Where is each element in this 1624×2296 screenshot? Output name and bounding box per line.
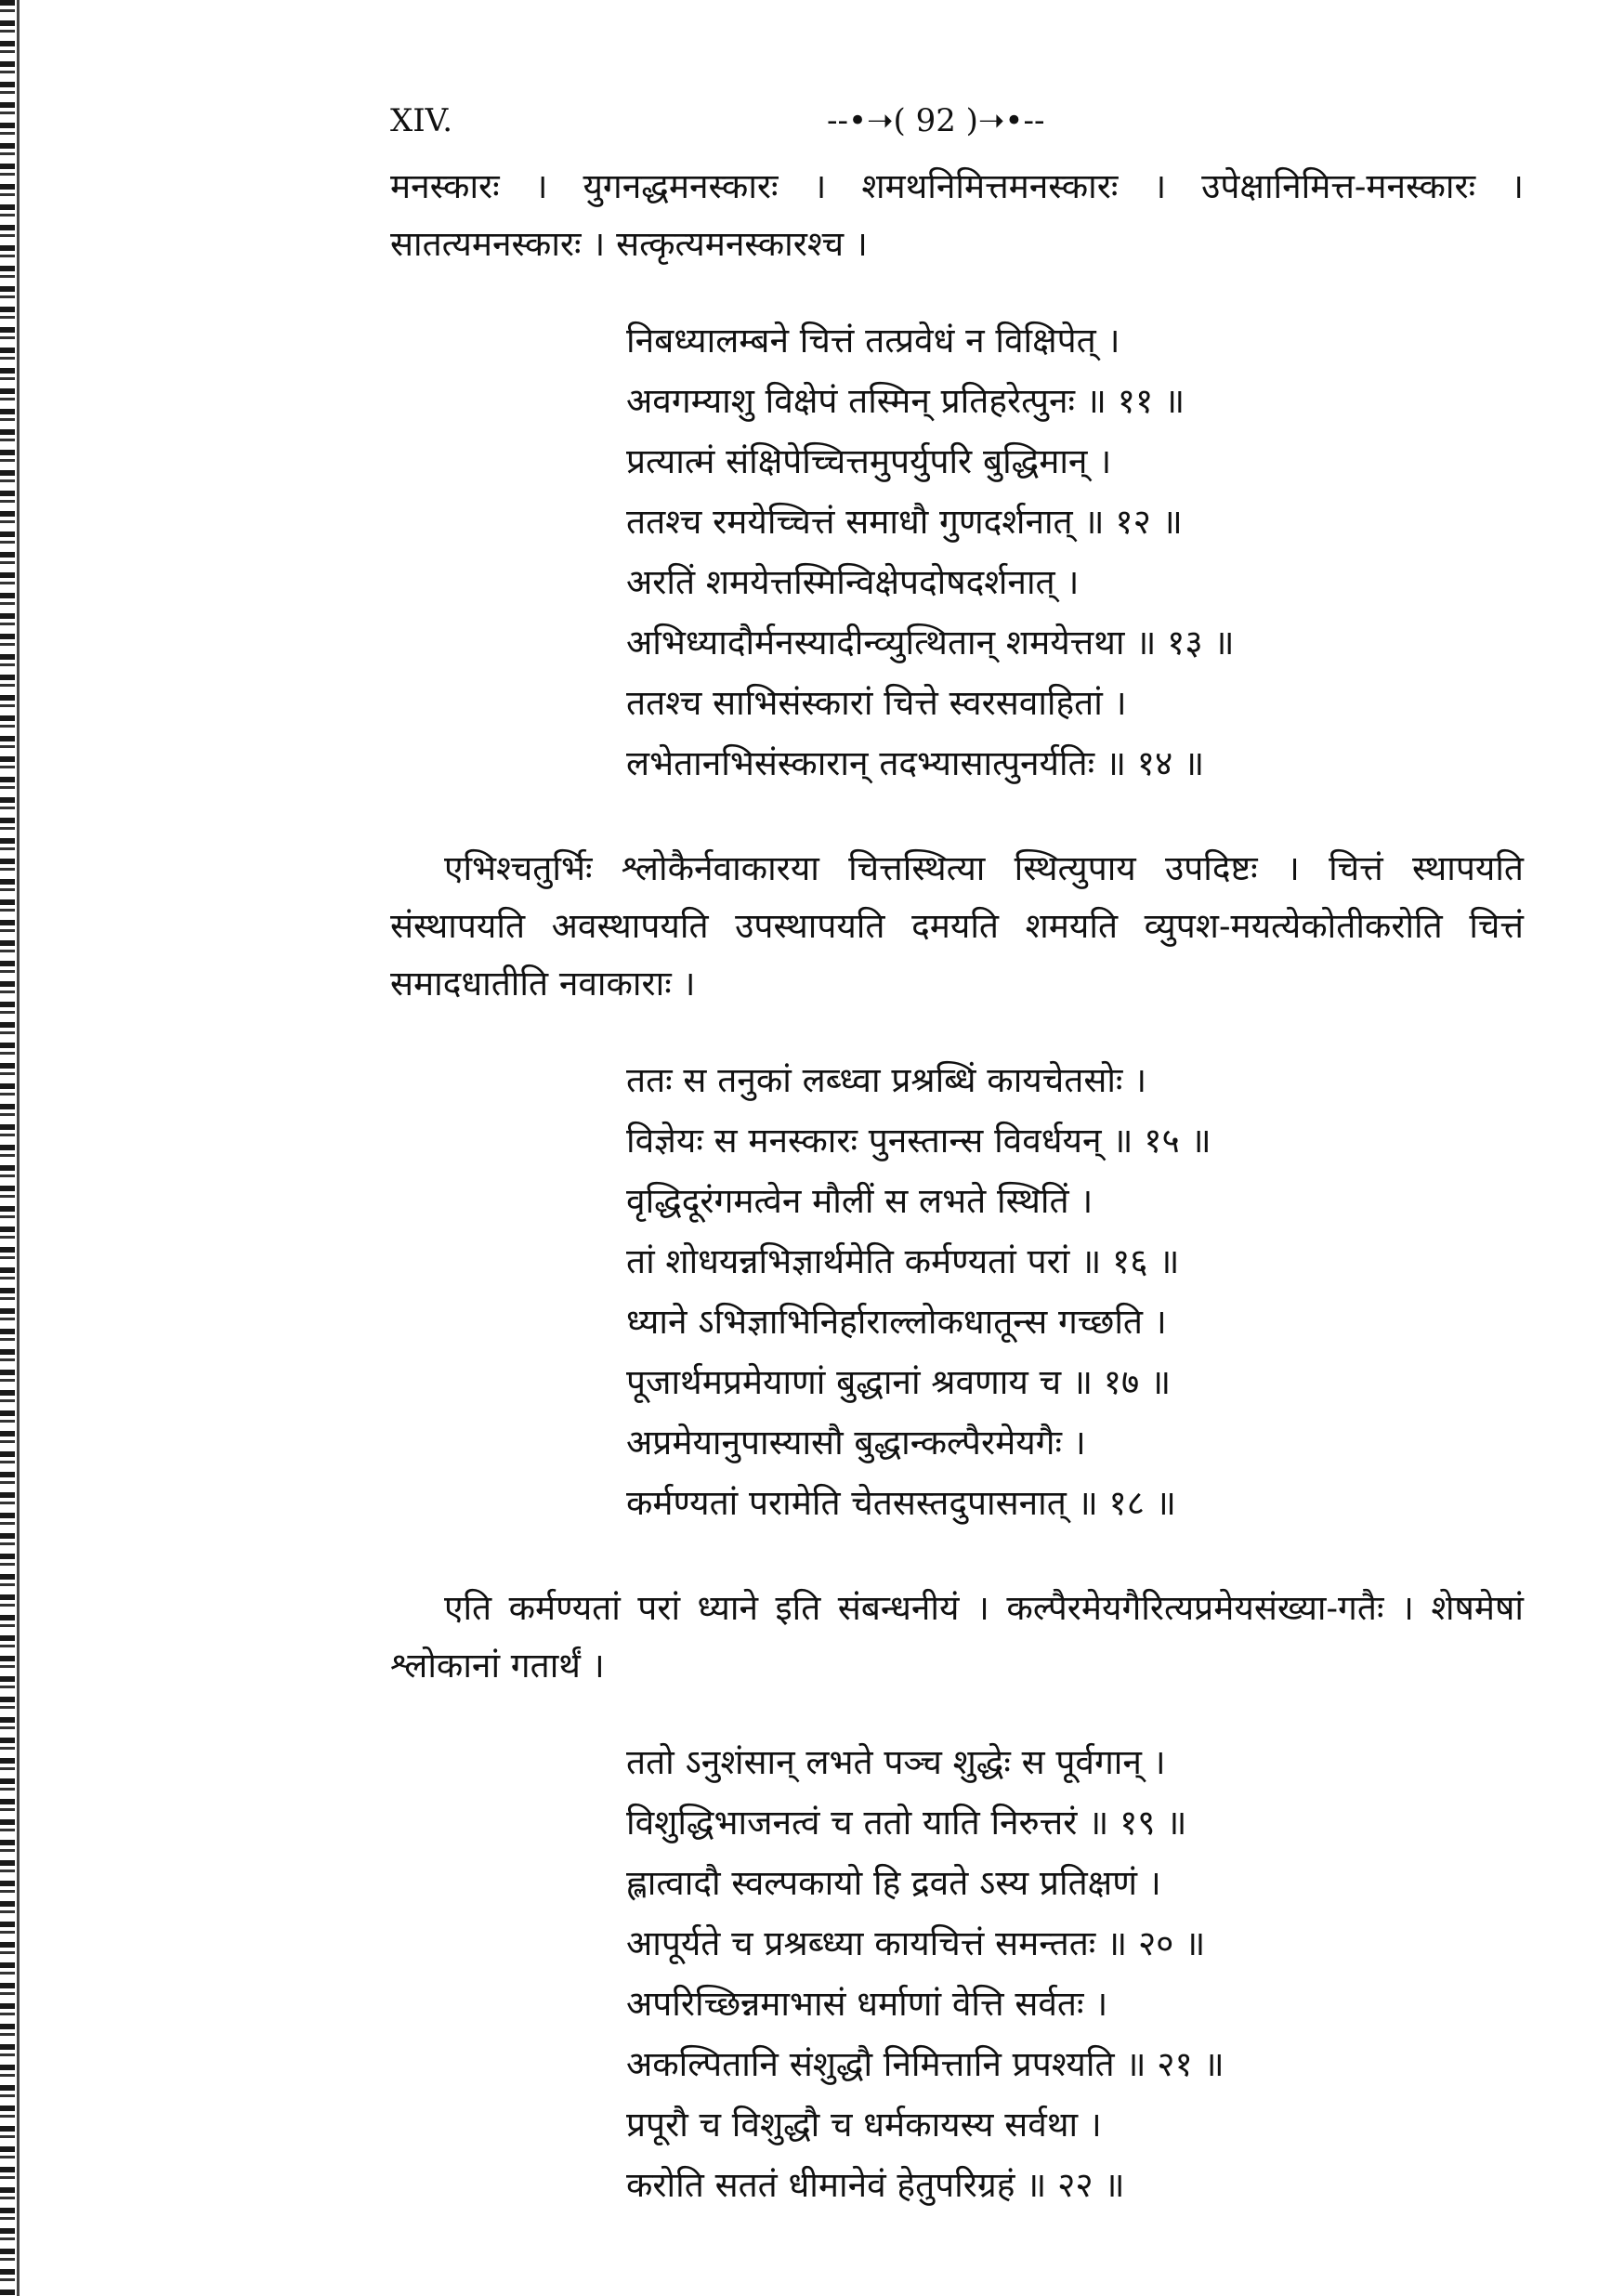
verse-line: अप्रमेयानुपास्यासौ बुद्धान्कल्पैरमेयगैः । — [626, 1423, 1086, 1463]
verse-line: ततः स तनुकां लब्ध्वा प्रश्रब्धिं कायचेतसोः । — [626, 1060, 1147, 1100]
verse-line: तां शोधयन्नभिज्ञार्थमेति कर्मण्यतां परां ॥ १६ ॥ — [626, 1241, 1180, 1281]
prose-paragraph-3: एति कर्मण्यतां परां ध्याने इति संबन्धनीयं । कल्पैरमेयगैरित्यप्रमेयसंख्या-गतैः । शेषमेषां श्लोकानां गतार्थं । — [390, 1588, 1524, 1686]
verse-line: अवगम्याशु विक्षेपं तस्मिन् प्रतिहरेत्पुनः ॥ ११ ॥ — [626, 381, 1185, 421]
verse-line: ततश्च रमयेच्चित्तं समाधौ गुणदर्शनात् ॥ १२ ॥ — [626, 502, 1183, 542]
verse-line: लभेतानभिसंस्कारान् तदभ्यासात्पुनर्यतिः ॥ १४ ॥ — [626, 743, 1205, 783]
running-head — [390, 102, 1524, 158]
verse-line: निबध्यालम्बने चित्तं तत्प्रवेधं न विक्षिपेत् । — [626, 321, 1120, 361]
verse-block-1 — [626, 310, 1524, 794]
verse-line: ततो ऽनुशंसान् लभते पञ्च शुद्धेः स पूर्वगान् । — [626, 1742, 1166, 1782]
verse-line: आपूर्यते च प्रश्रब्ध्या कायचित्तं समन्ततः ॥ २० ॥ — [626, 1923, 1206, 1963]
verse-line: करोति सततं धीमानेवं हेतुपरिग्रहं ॥ २२ ॥ — [626, 2165, 1125, 2205]
page-body — [390, 102, 1524, 2262]
verse-line: प्रपूरौ च विशुद्धौ च धर्मकायस्य सर्वथा । — [626, 2105, 1102, 2145]
verse-line: कर्मण्यतां परामेति चेतसस्तदुपासनात् ॥ १८ ॥ — [626, 1483, 1176, 1523]
verse-line: विशुद्धिभाजनत्वं च ततो याति निरुत्तरं ॥ १९ ॥ — [626, 1803, 1187, 1843]
verse-line: अपरिच्छिन्नमाभासं धर्माणां वेत्ति सर्वतः । — [626, 1984, 1108, 2024]
verse-block-3 — [626, 1732, 1524, 2215]
verse-line: ततश्च साभिसंस्कारां चित्ते स्वरसवाहितां । — [626, 683, 1127, 723]
prose-paragraph-2: एभिश्चतुर्भिः श्लोकैर्नवाकारया चित्तस्थित्या स्थित्युपाय उपदिष्टः । चित्तं स्थापयति संस्थापयति अवस्थापयति उपस्थापयति दमयति शमयति व्युपश-मयत्येकोतीकरोति चित्तं समादधातीति नवाकाराः । — [390, 848, 1524, 1004]
page-number: --•➝( 92 )➝•-- — [827, 102, 1045, 139]
verse-line: प्रत्यात्मं संक्षिपेच्चित्तमुपर्युपरि बुद्धिमान् । — [626, 441, 1112, 481]
verse-line: अरतिं शमयेत्तस्मिन्विक्षेपदोषदर्शनात् । — [626, 562, 1080, 602]
verse-line: अकल्पितानि संशुद्धौ निमित्तानि प्रपश्यति ॥ २१ ॥ — [626, 2044, 1225, 2084]
prose-paragraph-1: मनस्कारः । युगनद्धमनस्कारः । शमथनिमित्तमनस्कारः । उपेक्षानिमित्त-मनस्कारः । सातत्यमनस्कारः । सत्कृत्यमनस्कारश्च । — [390, 166, 1524, 264]
verse-line: वृद्धिदूरंगमत्वेन मौलीं स लभते स्थितिं । — [626, 1181, 1094, 1221]
verse-line: विज्ञेयः स मनस्कारः पुनस्तान्स विवर्धयन् ॥ १५ ॥ — [626, 1121, 1211, 1161]
verse-line: ह्लात्वादौ स्वल्पकायो हि द्रवते ऽस्य प्रतिक्षणं । — [626, 1863, 1161, 1903]
verse-line: अभिध्यादौर्मनस्यादीन्व्युत्थितान् शमयेत्तथा ॥ १३ ॥ — [626, 623, 1235, 663]
page-binding-edge — [0, 0, 15, 2296]
verse-line: ध्याने ऽभिज्ञाभिनिर्हाराल्लोकधातून्स गच्छति । — [626, 1302, 1167, 1342]
verse-line: पूजार्थमप्रमेयाणां बुद्धानां श्रवणाय च ॥ १७ ॥ — [626, 1362, 1172, 1402]
verse-block-2 — [626, 1050, 1524, 1533]
folio-roman-numeral: XIV. — [390, 102, 453, 139]
